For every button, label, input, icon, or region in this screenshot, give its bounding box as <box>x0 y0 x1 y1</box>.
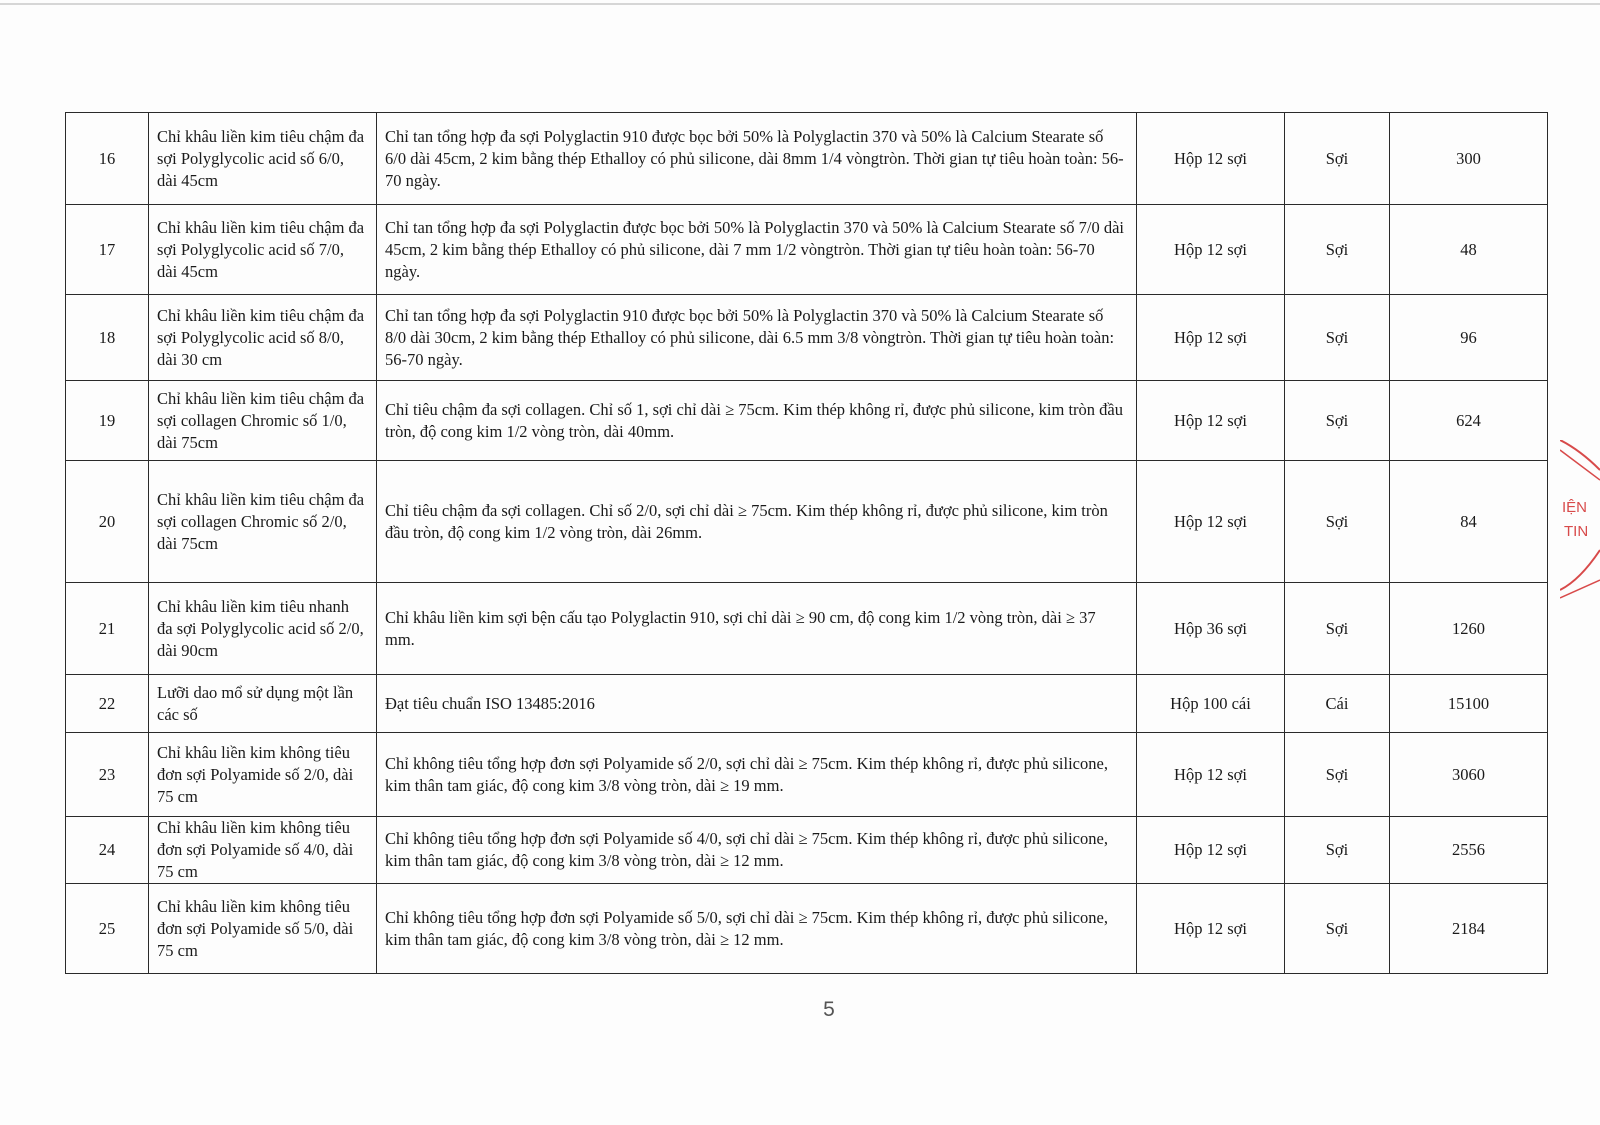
cell-item-name: Chỉ khâu liền kim tiêu chậm đa sợi Polyglycolic acid số 7/0, dài 45cm <box>149 205 377 295</box>
table-row <box>66 817 1548 884</box>
cell-item-name: Chỉ khâu liền kim tiêu chậm đa sợi Polyglycolic acid số 6/0, dài 45cm <box>149 113 377 205</box>
cell-quantity: 300 <box>1390 113 1548 205</box>
table-row <box>66 675 1548 733</box>
cell-specification: Chỉ tiêu chậm đa sợi collagen. Chỉ số 1, sợi chỉ dài ≥ 75cm. Kim thép không rỉ, được phủ silicone, kim tròn đầu tròn, độ cong kim 1/2 vòng tròn, dài 40mm. <box>377 381 1137 461</box>
cell-unit: Sợi <box>1285 381 1390 461</box>
cell-item-name: Chỉ khâu liền kim tiêu nhanh đa sợi Polyglycolic acid số 2/0, dài 90cm <box>149 583 377 675</box>
cell-unit: Sợi <box>1285 884 1390 974</box>
stamp-text-1: IỆN <box>1562 499 1588 516</box>
cell-unit: Sợi <box>1285 733 1390 817</box>
cell-no: 18 <box>66 295 149 381</box>
table-row <box>66 205 1548 295</box>
cell-packaging: Hộp 12 sợi <box>1137 205 1285 295</box>
table-body <box>66 113 1548 974</box>
cell-packaging: Hộp 12 sợi <box>1137 381 1285 461</box>
scan-top-edge <box>0 3 1600 5</box>
cell-quantity: 3060 <box>1390 733 1548 817</box>
cell-no: 19 <box>66 381 149 461</box>
cell-item-name: Chỉ khâu liền kim không tiêu đơn sợi Polyamide số 2/0, dài 75 cm <box>149 733 377 817</box>
items-table <box>65 112 1548 974</box>
cell-unit: Sợi <box>1285 817 1390 884</box>
cell-specification: Chỉ tiêu chậm đa sợi collagen. Chỉ số 2/0, sợi chỉ dài ≥ 75cm. Kim thép không rỉ, được phủ silicone, kim tròn đầu tròn, độ cong kim 1/2 vòng tròn, dài 26mm. <box>377 461 1137 583</box>
cell-no: 20 <box>66 461 149 583</box>
red-stamp-fragment <box>1560 440 1600 620</box>
cell-no: 17 <box>66 205 149 295</box>
cell-specification: Chỉ tan tổng hợp đa sợi Polyglactin được bọc bởi 50% là Polyglactin 370 và 50% là Calcium Stearate số 7/0 dài 45cm, 2 kim bằng thép Ethalloy có phủ silicone, dài 7 mm 1/2 vòngtròn. Thời gian tự tiêu hoàn toàn: 56-70 ngày. <box>377 205 1137 295</box>
cell-specification: Chỉ khâu liền kim sợi bện cấu tạo Polyglactin 910, sợi chỉ dài ≥ 90 cm, độ cong kim 1/2 vòng tròn, dài ≥ 37 mm. <box>377 583 1137 675</box>
cell-quantity: 48 <box>1390 205 1548 295</box>
cell-quantity: 96 <box>1390 295 1548 381</box>
cell-quantity: 2556 <box>1390 817 1548 884</box>
cell-specification: Đạt tiêu chuẩn ISO 13485:2016 <box>377 675 1137 733</box>
cell-packaging: Hộp 12 sợi <box>1137 884 1285 974</box>
table-row <box>66 884 1548 974</box>
cell-specification: Chỉ không tiêu tổng hợp đơn sợi Polyamide số 2/0, sợi chỉ dài ≥ 75cm. Kim thép không rỉ, được phủ silicone, kim thân tam giác, độ cong kim 3/8 vòng tròn, dài ≥ 19 mm. <box>377 733 1137 817</box>
cell-item-name: Chỉ khâu liền kim tiêu chậm đa sợi collagen Chromic số 2/0, dài 75cm <box>149 461 377 583</box>
cell-packaging: Hộp 12 sợi <box>1137 295 1285 381</box>
cell-packaging: Hộp 36 sợi <box>1137 583 1285 675</box>
cell-quantity: 84 <box>1390 461 1548 583</box>
cell-quantity: 1260 <box>1390 583 1548 675</box>
stamp-graphic <box>1560 440 1600 620</box>
cell-quantity: 624 <box>1390 381 1548 461</box>
stamp-line-bottom <box>1560 580 1600 598</box>
cell-specification: Chỉ không tiêu tổng hợp đơn sợi Polyamide số 5/0, sợi chỉ dài ≥ 75cm. Kim thép không rỉ, được phủ silicone, kim thân tam giác, độ cong kim 3/8 vòng tròn, dài ≥ 12 mm. <box>377 884 1137 974</box>
cell-packaging: Hộp 100 cái <box>1137 675 1285 733</box>
cell-item-name: Chỉ khâu liền kim không tiêu đơn sợi Polyamide số 4/0, dài 75 cm <box>149 817 377 884</box>
cell-packaging: Hộp 12 sợi <box>1137 461 1285 583</box>
cell-no: 21 <box>66 583 149 675</box>
cell-packaging: Hộp 12 sợi <box>1137 113 1285 205</box>
cell-packaging: Hộp 12 sợi <box>1137 733 1285 817</box>
cell-unit: Sợi <box>1285 583 1390 675</box>
cell-unit: Sợi <box>1285 205 1390 295</box>
cell-unit: Sợi <box>1285 461 1390 583</box>
cell-unit: Sợi <box>1285 113 1390 205</box>
cell-no: 24 <box>66 817 149 884</box>
cell-no: 22 <box>66 675 149 733</box>
table-row <box>66 381 1548 461</box>
page-number: 5 <box>823 998 835 1021</box>
items-table-container <box>65 112 1547 974</box>
table-row <box>66 583 1548 675</box>
cell-no: 16 <box>66 113 149 205</box>
cell-item-name: Chỉ khâu liền kim tiêu chậm đa sợi collagen Chromic số 1/0, dài 75cm <box>149 381 377 461</box>
cell-no: 23 <box>66 733 149 817</box>
cell-item-name: Lưỡi dao mổ sử dụng một lần các số <box>149 675 377 733</box>
table-row <box>66 295 1548 381</box>
cell-unit: Cái <box>1285 675 1390 733</box>
cell-specification: Chỉ tan tổng hợp đa sợi Polyglactin 910 được bọc bởi 50% là Polyglactin 370 và 50% là Calcium Stearate số 8/0 dài 30cm, 2 kim bằng thép Ethalloy có phủ silicone, dài 6.5 mm 3/8 vòngtròn. Thời gian tự tiêu hoàn toàn: 56-70 ngày. <box>377 295 1137 381</box>
cell-no: 25 <box>66 884 149 974</box>
stamp-text-2: TIN <box>1564 523 1589 540</box>
table-row <box>66 113 1548 205</box>
stamp-arc-bottom <box>1560 550 1600 590</box>
cell-item-name: Chỉ khâu liền kim không tiêu đơn sợi Polyamide số 5/0, dài 75 cm <box>149 884 377 974</box>
table-row <box>66 733 1548 817</box>
cell-packaging: Hộp 12 sợi <box>1137 817 1285 884</box>
cell-specification: Chỉ không tiêu tổng hợp đơn sợi Polyamide số 4/0, sợi chỉ dài ≥ 75cm. Kim thép không rỉ, được phủ silicone, kim thân tam giác, độ cong kim 3/8 vòng tròn, dài ≥ 12 mm. <box>377 817 1137 884</box>
cell-specification: Chỉ tan tổng hợp đa sợi Polyglactin 910 được bọc bởi 50% là Polyglactin 370 và 50% là Calcium Stearate số 6/0 dài 45cm, 2 kim bằng thép Ethalloy có phủ silicone, dài 8mm 1/4 vòngtròn. Thời gian tự tiêu hoàn toàn: 56-70 ngày. <box>377 113 1137 205</box>
table-row <box>66 461 1548 583</box>
cell-quantity: 15100 <box>1390 675 1548 733</box>
cell-quantity: 2184 <box>1390 884 1548 974</box>
cell-item-name: Chỉ khâu liền kim tiêu chậm đa sợi Polyglycolic acid số 8/0, dài 30 cm <box>149 295 377 381</box>
cell-unit: Sợi <box>1285 295 1390 381</box>
